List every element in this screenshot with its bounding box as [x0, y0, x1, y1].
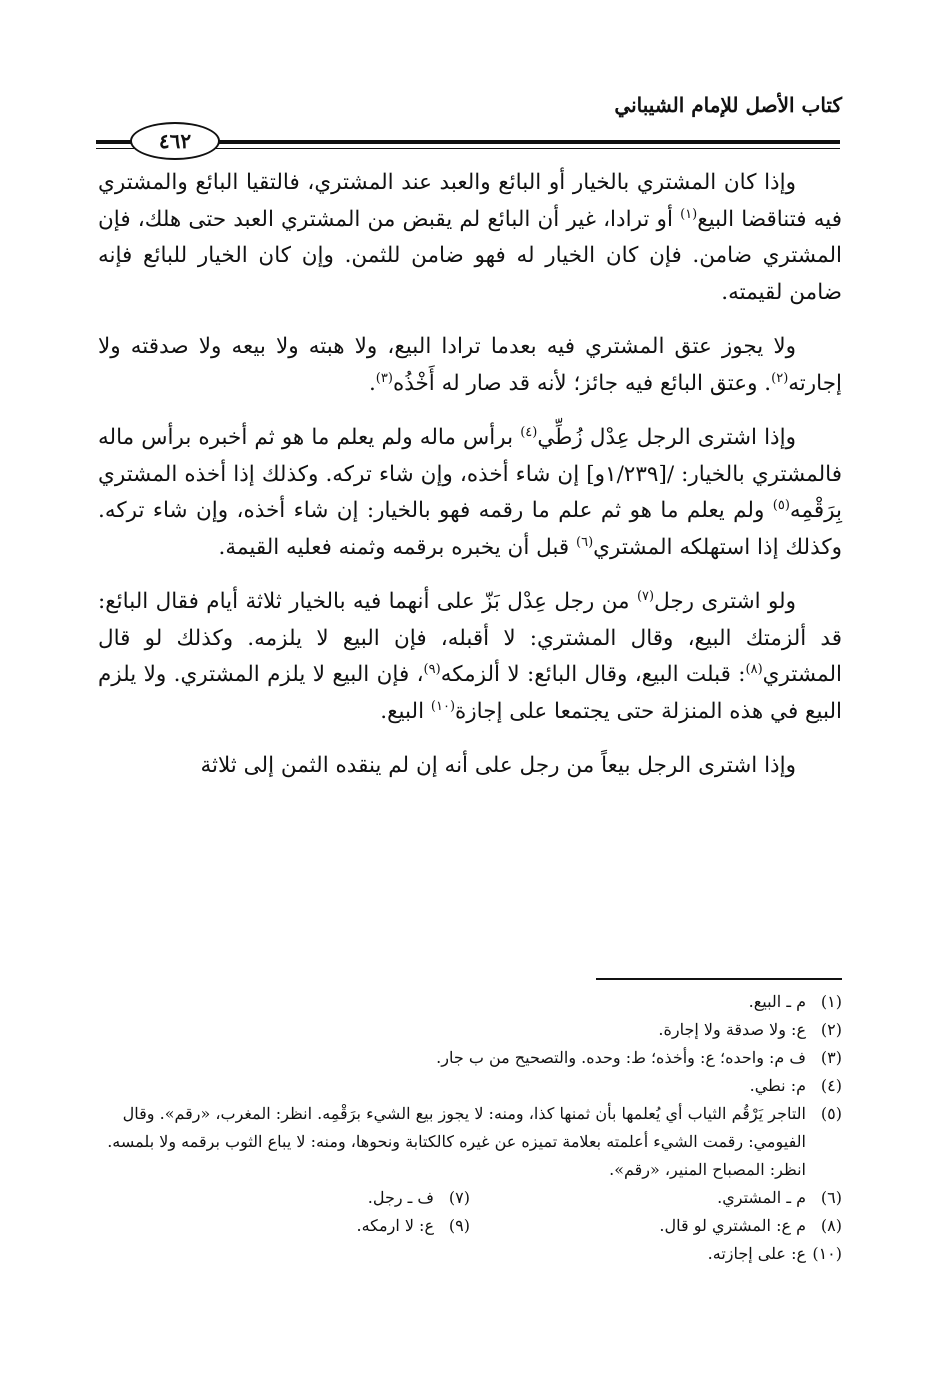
footnote-reference: (١٠)	[430, 698, 456, 714]
text-run: ولا يجوز عتق المشتري فيه بعدما ترادا البيع، ولا هبته ولا بيعه ولا صدقته ولا إجارته	[98, 334, 842, 396]
footnote-number: (٤)	[820, 1076, 842, 1095]
footnote-text: التاجر يَرْقُم الثياب أي يُعلمها بأن ثمنها كذا، ومنه: لا يجوز بيع الشيء برَقْمِه. انظر: المغرب، «رقم». وقال الفيومي: رقمت الشيء أعلمته بعلامة تميزه عن غيره كالكتابة ونحوها، ومنه: لا يباع الثوب برقمه ولا بلمسه. انظر: المصباح المنير، «رقم».	[107, 1104, 806, 1179]
footnote-text: م ـ البيع.	[748, 992, 806, 1011]
footnote-5	[98, 1100, 842, 1184]
paragraph	[98, 584, 842, 730]
paragraph	[98, 329, 842, 402]
text-run: وإذا اشترى الرجل بيعاً من رجل على أنه إن لم ينقده الثمن إلى ثلاثة	[200, 753, 796, 778]
footnote-2	[98, 1016, 842, 1044]
footnote-4	[98, 1072, 842, 1100]
page-number: ٤٦٢	[158, 129, 192, 153]
footnote-8	[470, 1212, 842, 1240]
running-header-title: كتاب الأصل للإمام الشيباني	[614, 93, 842, 117]
footnote-text: م ـ المشتري.	[717, 1188, 806, 1207]
text-run: ولو اشترى رجل	[654, 589, 796, 614]
paragraph	[98, 165, 842, 311]
text-run: : قبلت البيع، وقال البائع: لا ألزمكه	[440, 662, 746, 687]
footnote-text: ف ـ رجل.	[367, 1188, 434, 1207]
footnote-number: (٨)	[820, 1216, 842, 1235]
text-run: ولم يعلم ما هو ثم علم ما رقمه فهو بالخيار: إن شاء أخذه، وإن شاء تركه. وكذلك إذا استهلكه المشتري	[98, 498, 842, 560]
footnote-7	[98, 1184, 470, 1212]
paragraph	[98, 420, 842, 566]
footnote-text: ع: على إجازته.	[707, 1244, 806, 1263]
footnote-text: ف م: واحده؛ ع: وأخذه؛ ط: وحده. والتصحيح من ب جار.	[436, 1048, 806, 1067]
paragraph	[98, 748, 842, 785]
footnote-number: (٦)	[820, 1188, 842, 1207]
footnote-reference: (٩)	[423, 661, 441, 677]
text-run: .	[368, 370, 376, 396]
footnote-number: (١٠)	[812, 1244, 842, 1263]
footnote-row	[98, 1184, 842, 1212]
footnote-text: ع: ولا صدقة ولا إجارة.	[658, 1020, 806, 1039]
footnote-row	[98, 1212, 842, 1240]
text-run: ، فإن البيع لا يلزم المشتري. ولا يلزم البيع في هذه المنزلة حتى يجتمعا على إجازة	[98, 662, 842, 724]
footnote-number: (٥)	[820, 1104, 842, 1123]
text-run: برأس ماله ولم يعلم ما هو ثم أخبره برأس ماله فالمشتري بالخيار: /[١/٢٣٩و] إن شاء أخذه، وإن شاء تركه. وكذلك إذا أخذه المشتري بِرَقْمِه	[98, 425, 842, 523]
footnote-number: (٣)	[820, 1048, 842, 1067]
footnote-1	[98, 988, 842, 1016]
text-run: وإذا اشترى الرجل عِدْل زُطِّي	[537, 425, 796, 450]
footnote-reference: (١)	[680, 206, 698, 222]
footnote-reference: (٣)	[375, 370, 393, 386]
footnote-reference: (٨)	[745, 661, 763, 677]
footnote-reference: (٦)	[576, 534, 594, 550]
text-run: أو ترادا، غير أن البائع لم يقبض من المشتري العبد حتى هلك، فإن المشتري ضامن. فإن كان الخيار له فهو ضامن للثمن. وإن كان الخيار للبائع فإنه ضامن لقيمته.	[98, 206, 842, 305]
footnote-10	[98, 1240, 842, 1268]
footnote-reference: (٧)	[636, 588, 655, 604]
footnote-reference: (٤)	[520, 424, 538, 440]
main-text	[98, 165, 842, 785]
footnote-number: (٢)	[820, 1020, 842, 1039]
text-run: وإذا كان المشتري بالخيار أو البائع والعبد عند المشتري، فالتقيا البائع والمشتري فيه فتناقضا البيع	[98, 170, 842, 232]
text-run: . وعتق البائع فيه جائز؛ لأنه قد صار له أَخْذُه	[392, 370, 772, 396]
footnote-reference: (٥)	[772, 497, 790, 513]
footnote-number: (١)	[820, 992, 842, 1011]
footnote-number: (٩)	[448, 1216, 470, 1235]
text-run: البيع.	[380, 698, 431, 724]
footnote-6	[470, 1184, 842, 1212]
footnotes	[98, 988, 842, 1268]
text-run: قبل أن يخبره برقمه وثمنه فعليه القيمة.	[218, 534, 577, 560]
footnote-text: م: نطي.	[749, 1076, 806, 1095]
footnote-3	[98, 1044, 842, 1072]
footnote-9	[98, 1212, 470, 1240]
text-run: من رجل عِدْل بَزّ على أنهما فيه بالخيار ثلاثة أيام فقال البائع: قد ألزمتك البيع، وقال المشتري: لا أقبله، فإن البيع لا يلزمه. وكذلك لو قال المشتري	[98, 589, 842, 687]
footnote-number: (٧)	[448, 1188, 470, 1207]
footnote-text: م ع: المشتري لو قال.	[659, 1216, 806, 1235]
footnote-reference: (٢)	[771, 370, 789, 386]
footnote-separator	[596, 978, 842, 980]
footnote-text: ع: لا ارمكه.	[356, 1216, 434, 1235]
page-number-badge	[130, 122, 220, 160]
